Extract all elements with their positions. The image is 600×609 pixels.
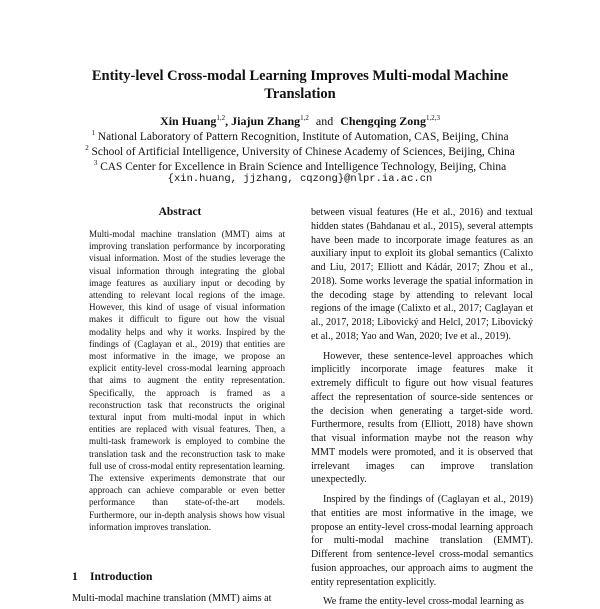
affiliation — [40, 156, 560, 175]
author-conjunction: and — [315, 114, 334, 128]
body-paragraph: However, these sentence-level approaches which implicitly incorporate image features make it extremely difficult to figure out how visual features affect the representation of source-side sentences or the decision when generating a target-side word. Furthermore, results from (Elliott, 2018) have shown that visual information maybe not the reason why MMT models were promoted, and it is observed that irrelevant images can improve translation unexpectedly. — [311, 350, 533, 486]
introduction-first-line: Multi-modal machine translation (MMT) aims at — [72, 593, 272, 604]
author-email: {xin.huang, jjzhang, cqzong}@nlpr.ia.ac.cn — [167, 173, 433, 185]
title-line-1: Entity-level Cross-modal Learning Improves Multi-modal Machine — [91, 68, 509, 84]
abstract-heading: Abstract — [158, 206, 202, 218]
body-paragraph: between visual features (He et al., 2016) and textual hidden states (Bahdanau et al., 2015), several attempts have been made to incorporate image features as an auxiliary input to exploit its global semantics (Calixto and Liu, 2017; Elliott and Kádár, 2017; Zhou et al., 2018). Some works leverage the spatial information in the decoding stage by attending to relevant local regions of the image (Calixto et al., 2017; Caglayan et al., 2017, 2018; Libovický and Helcl, 2017; Libovický et al., 2018; Yao and Wan, 2020; Ive et al., 2019). — [311, 207, 533, 342]
affiliation-text: CAS Center for Excellence in Brain Science and Intelligence Technology, Beijing, China — [100, 160, 507, 173]
affiliation-mark: 1 — [91, 129, 95, 137]
author-affil-mark: 1,2,3 — [425, 114, 440, 122]
affiliation-text: School of Artificial Intelligence, University of Chinese Academy of Sciences, Beijing, China — [91, 145, 515, 158]
affiliation-text: National Laboratory of Pattern Recognition, Institute of Automation, CAS, Beijing, China — [97, 130, 509, 143]
section-title: Introduction — [90, 571, 153, 583]
author-list: Xin Huang$^{1,2}$, Jiajun Zhang$^{1,2}$ and Chengqing Zong$^{1,2,3}$ — [160, 114, 440, 128]
section-heading-introduction — [72, 571, 152, 583]
title-line-2: Translation — [264, 86, 336, 102]
author-name: Chengqing Zong — [340, 114, 426, 128]
paper-title — [60, 67, 540, 103]
author-affil-mark: 1,2 — [216, 114, 226, 122]
author-name: Xin Huang — [160, 114, 217, 128]
right-column-body — [311, 206, 533, 609]
section-number: 1 — [72, 571, 78, 583]
author-affil-mark: 1,2 — [300, 114, 309, 122]
body-paragraph: We frame the entity-level cross-modal learning as — [323, 596, 524, 608]
affiliation-mark: 2 — [85, 144, 89, 152]
author-name: Jiajun Zhang — [231, 114, 301, 128]
body-paragraph: Inspired by the findings of (Caglayan et al., 2019) that entities are most informative in the image, we propose an entity-level cross-modal learning approach for multi-modal machine translation (EMMT). Different from sentence-level cross-modal semantics fusion approaches, our approach aims to augment the entity representation explicitly. — [311, 494, 533, 588]
affiliation-mark: 3 — [93, 159, 98, 167]
abstract-body: Multi-modal machine translation (MMT) aims at improving translation performance by incorporating visual information. Most of the studies leverage the visual information through integrating the global image features as auxiliary input or decoding by attending to relevant local regions of the image. However, this kind of usage of visual information makes it difficult to figure out how the visual modality helps and why it works. Inspired by the findings of (Caglayan et al., 2019) that entities are most informative in the image, we propose an explicit entity-level cross-modal learning approach that aims to augment the entity representation. Specifically, the approach is framed as a reconstruction task that reconstructs the original textural input from multi-modal input in which entities are replaced with visual features. Then, a multi-task framework is employed to combine the translation task and the reconstruction task to make full use of cross-modal entity representation learning. The extensive experiments demonstrate that our approach can achieve comparable or even better performance than state-of-the-art models. Furthermore, our in-depth analysis shows how visual information improves translation. — [89, 229, 285, 532]
